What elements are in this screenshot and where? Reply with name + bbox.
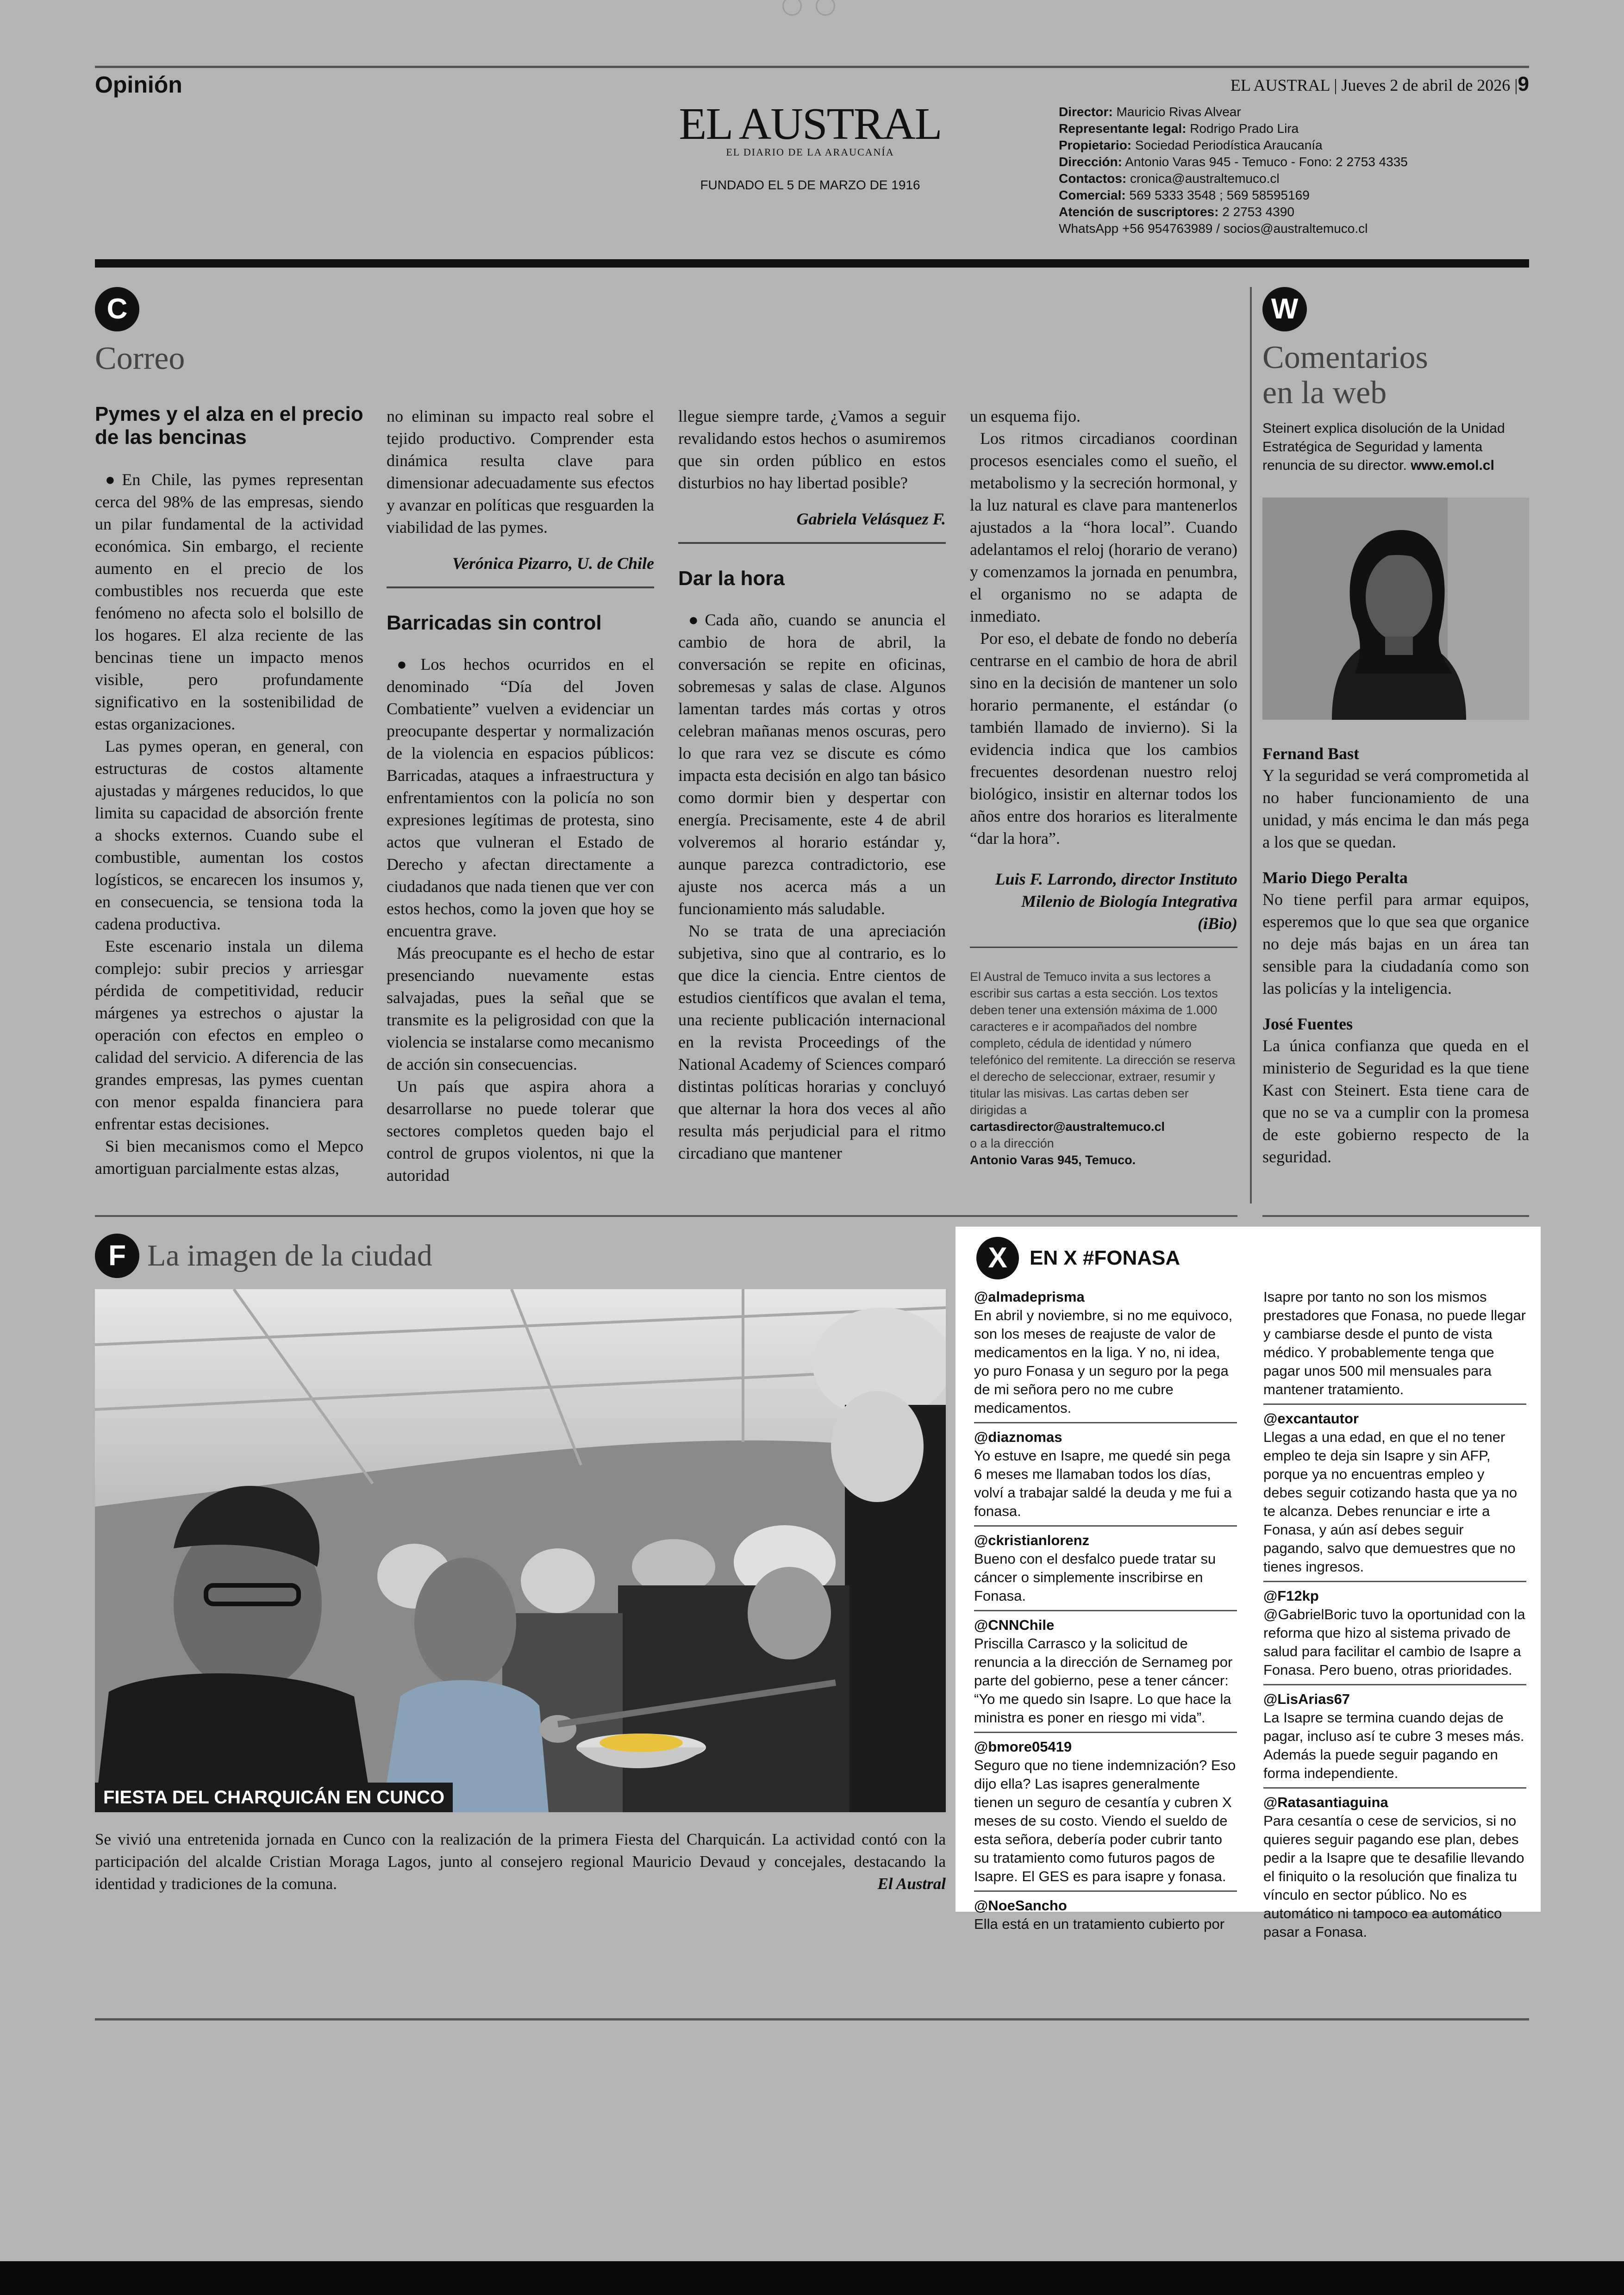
x-post [974,1614,1237,1733]
notice-address: Antonio Varas 945, Temuco. [970,1153,1136,1167]
web-comment [1262,743,1529,853]
letter-paragraph: Un país que aspira ahora a desarrollarse no puede tolerar que sectores completos queden bajo el control de grupos violentos, ni que la autoridad [387,1077,654,1185]
web-title: Comentarios en la web [1262,340,1428,411]
letter-paragraph: ●Los hechos ocurridos en el denominado “Día del Joven Combatiente” vuelven a evidenciar un preocupante despertar y normalización de la violencia en espacios públicos: Barricadas, ataques a infraestructura y enfrentamientos con la policía no son expresiones legítimas de protesta, sino actos que vulneran el Estado de Derecho y afectan directamente a ciudadanos que nada tienen que ver con estos hechos, como la joven que hoy se encuentra grave. [387,655,654,940]
letter-paragraph: llegue siempre tarde, ¿Vamos a seguir revalidando estos hechos o asumiremos que sin orden público en estos disturbios no hay libertad posible? [678,407,946,492]
page-number: 9 [1518,73,1529,95]
web-comments [1262,729,1529,1168]
staff-line: Dirección: Antonio Varas 945 - Temuco - Fono: 2 2753 4335 [1059,155,1408,169]
letter-body [970,405,1237,849]
photo-credit: El Austral [877,1875,946,1893]
notice-divider [970,947,1237,948]
x-text: @GabrielBoric tuvo la oportunidad con la reforma que hizo al sistema privado de salud para facilitar el cambio de Isapre a Fonasa. Pero bueno, otras prioridades. [1263,1606,1525,1678]
letter-paragraph: Las pymes operan, en general, con estructuras de costos altamente ajustadas y márgenes reducidos, lo que limita su capacidad de absorción frente a shocks externos. Cuando sube el combustible, aumentan los costos logísticos, se encarecen los insumos y, en consecuencia, se tensiona toda la cadena productiva. [95,737,363,933]
correo-col-4 [970,405,1237,1168]
x-col-1 [974,1286,1237,1941]
web-intro-site: www.emol.cl [1411,458,1494,473]
x-text: Yo estuve en Isapre, me quedé sin pega 6 meses me llamaban todos los días, volví a trabajar saldé la deuda y me fui a fonasa. [974,1447,1232,1519]
letters-notice: El Austral de Temuco invita a sus lectores a escribir sus cartas a esta sección. Los textos deben tener una extensión máxima de 1.000 caracteres e ir acompañados del nombre completo, cédula de identidad y número telefónico del remitente. La dirección se reserva el derecho de seleccionar, extraer, resumir y titular las misivas. Las cartas deben ser dirigidas a cartasdirector@australtemuco.cl o a la dirección Antonio Varas 945, Temuco. [970,968,1237,1168]
correo-title: Correo [95,341,185,376]
x-post [1263,1408,1526,1582]
x-text: Para cesantía o cese de servicios, si no quieres seguir pagando ese plan, debes pedir a la Isapre que te desafilie llevando el finiquito o la resolución que finaliza tu vínculo en sector público. No es automático ni tampoco ea automático pasar a Fonasa. [1263,1813,1524,1940]
x-handle: @bmore05419 [974,1739,1072,1755]
letter-title: Pymes y el alza en el precio de las bencinas [95,403,363,449]
letter-divider [678,542,946,544]
web-comment [1262,867,1529,999]
top-scroll-indicator [782,0,843,14]
letter-body [387,405,654,538]
x-post [1263,1286,1526,1405]
letter-paragraph: ●Cada año, cuando se anuncia el cambio de hora de abril, la conversación se repite en oficinas, sobremesas y salas de clase. Algunos lamentan tardes más cortas y otros celebran mañanas menos oscuras, pero lo que rara vez se discute es cómo impacta esta decisión en algo tan básico como dormir bien y despertar con energía. Precisamente, este 4 de abril volveremos al horario estándar y, aunque parezca contradictorio, ese ajuste nos acerca más a un funcionamiento más saludable. [678,611,946,918]
x-text: La Isapre se termina cuando dejas de pagar, incluso así te cubre 3 meses más. Además la puede seguir pagando en forma independiente. [1263,1709,1524,1781]
x-post [974,1895,1237,1938]
x-post [974,1426,1237,1527]
letter-paragraph: ●En Chile, las pymes representan cerca del 98% de las empresas, siendo un pilar fundamental de la actividad económica. Sin embargo, el reciente aumento en el precio de los combustibles nos recuerda que este fenómeno no afecta solo el bolsillo de los hogares. El alza reciente de las bencinas tiene un impacto menos visible, pero profundamente significativo en la sostenibilidad de estas organizaciones. [95,470,363,733]
correo-col-3 [678,405,946,1164]
staff-box [1059,104,1522,237]
city-photo [95,1289,946,1812]
correo-bottom-rule [95,1215,1237,1217]
x-handle: @diaznomas [974,1429,1062,1445]
letter-paragraph: no eliminan su impacto real sobre el tejido productivo. Comprender esta dinámica resulta clave para dimensionar adecuadamente sus efectos y avanzar en políticas que resguarden la viabilidad de las pymes. [387,407,654,536]
letter-divider [387,586,654,588]
letter-body [678,609,946,1164]
x-text: Seguro que no tiene indemnización? Eso dijo ella? Las isapres generalmente tienen un seguro de cesantía y cubren X meses de su costo. Viendo el sueldo de esta señora, debería poder cubrir tanto su tratamiento como futuros pagos de Isapre. El GES es para isapre y fonasa. [974,1757,1236,1884]
comment-text: Y la seguridad se verá comprometida al no haber funcionamiento de una unidad, y más encima le dan más pega a los que se quedan. [1262,766,1529,851]
web-comment [1262,1013,1529,1168]
masthead-block [643,99,977,194]
comment-author: Fernand Bast [1262,744,1360,763]
x-text: Ella está en un tratamiento cubierto por [974,1916,1225,1932]
notice-email: cartasdirector@australtemuco.cl [970,1120,1165,1134]
letter-signature: Gabriela Velásquez F. [796,510,946,528]
web-column-separator [1250,287,1252,1204]
correo-col-1 [95,403,363,1179]
web-badge: W [1262,287,1307,331]
x-title: EN X #FONASA [1030,1247,1181,1269]
header-bottom-rule [95,259,1529,268]
web-intro: Steinert explica disolución de la Unidad Estratégica de Seguridad y lamenta renuncia de su director. www.emol.cl [1262,421,1505,473]
x-text: En abril y noviembre, si no me equivoco, son los meses de reajuste de valor de medicamentos en la liga. Y no, ni idea, yo puro Fonasa y un seguro por la pega de mi señora pero no me cubre medicamentos. [974,1307,1233,1416]
masthead-subtitle: EL DIARIO DE LA ARAUCANÍA [726,146,894,158]
x-post [974,1286,1237,1423]
photo-label: FIESTA DEL CHARQUICÁN EN CUNCO [95,1783,453,1812]
letter-paragraph: Este escenario instala un dilema complejo: subir precios y arriesgar pérdida de competitividad, reducir márgenes ya estrechos o ajustar la operación con efectos en empleo o calidad del servicio. A diferencia de las grandes empresas, las pymes cuentan con menor espalda financiera para enfrentar estas decisiones. [95,937,363,1133]
comment-text: No tiene perfil para armar equipos, esperemos que lo que sea que organice no deje más bajas en un área tan sensible para la ciudadanía como son las policías y la inteligencia. [1262,890,1529,998]
letter-body [95,468,363,1179]
x-post [974,1736,1237,1892]
x-handle: @Ratasantiaguina [1263,1794,1388,1810]
staff-line: Propietario: Sociedad Periodística Araucanía [1059,138,1323,152]
letter-paragraph: Si bien mecanismos como el Mepco amortiguan parcialmente estas alzas, [95,1137,363,1178]
city-title: La imagen de la ciudad [147,1239,432,1272]
web-photo-portrait [1262,498,1529,720]
portrait-illustration [1262,498,1529,720]
x-post [1263,1585,1526,1685]
letter-signature: Luis F. Larrondo, director Instituto Milenio de Biología Integrativa (iBio) [995,870,1237,933]
x-col-2 [1263,1286,1526,1949]
city-caption: Se vivió una entretenida jornada en Cunco con la realización de la primera Fiesta del Charquicán. La actividad contó con la participación del alcalde Cristian Moraga Lagos, junto al consejero regional Mauricio Devaud y concejales, destacando la identidad y tradiciones de la comuna. El Austral [95,1828,946,1895]
date-line: EL AUSTRAL | Jueves 2 de abril de 2026 |9 [1230,73,1529,95]
page-bottom-rule [95,2018,1529,2021]
staff-line: Director: Mauricio Rivas Alvear [1059,105,1241,119]
x-text: Bueno con el desfalco puede tratar su cáncer o simplemente inscribirse en Fonasa. [974,1551,1216,1604]
letter-title: Dar la hora [678,567,785,590]
bottom-bar [0,2261,1624,2295]
x-post [974,1529,1237,1611]
letter-paragraph: Más preocupante es el hecho de estar presenciando nuevamente estas salvajadas, pues la señal que se transmite es la peligrosidad con que la violencia se instalarse como mecanismo de acción sin consecuencias. [387,944,654,1073]
letter-signature: Verónica Pizarro, U. de Chile [452,554,654,573]
staff-line: Atención de suscriptores: 2 2753 4390 [1059,205,1294,219]
header-top-rule [95,66,1529,68]
x-text: Isapre por tanto no son los mismos prestadores que Fonasa, no puede llegar y cambiarse desde el punto de vista médico. Y probablemente tenga que pagar unos 500 mil mensuales para mantener tratamiento. [1263,1289,1526,1397]
city-photo-illustration [95,1289,946,1812]
letter-title: Barricadas sin control [387,611,602,634]
x-handle: @NoeSancho [974,1897,1067,1914]
section-label: Opinión [95,72,182,98]
city-badge: F [95,1234,139,1278]
correo-col-2 [387,405,654,1186]
staff-line: Representante legal: Rodrigo Prado Lira [1059,121,1299,136]
letter-paragraph: Los ritmos circadianos coordinan procesos esenciales como el sueño, el metabolismo y la secreción hormonal, y la luz natural es clave para mantenerlos ajustados a la “hora local”. Cuando adelantamos el reloj (horario de verano) y comenzamos la jornada en penumbra, el organismo no se adapta de inmediato. [970,429,1237,625]
letter-paragraph: un esquema fijo. [970,407,1081,425]
x-handle: @LisArias67 [1263,1691,1350,1707]
x-handle: @excantautor [1263,1410,1359,1427]
letter-paragraph: Por eso, el debate de fondo no debería centrarse en el cambio de hora de abril sino en la decisión de mantener un solo horario permanente, el estándar (o también llamado de invierno). Si la evidencia indica que los cambios frecuentes desordenan nuestro reloj biológico, insistir en alternar todos los años entre dos horarios es literalmente “dar la hora”. [970,629,1237,848]
x-post [1263,1791,1526,1946]
x-section [956,1227,1541,1940]
comment-author: José Fuentes [1262,1015,1353,1033]
letter-body [387,653,654,1186]
comment-text: La única confianza que queda en el ministerio de Seguridad es la que tiene Kast con Steinert. Esta tiene cara de que no se va a cumplir con la promesa de este gobierno respecto de la seguridad. [1262,1036,1529,1166]
staff-line: Comercial: 569 5333 3548 ; 569 58595169 [1059,188,1310,202]
letter-body [678,405,946,494]
x-text: Llegas a una edad, en que el no tener empleo te deja sin Isapre y sin AFP, porque ya no encuentras empleo y debes seguir cotizando hasta que ya no te alcanza. Debes renunciar e irte a Fonasa, y aún así debes seguir pagando, salvo que demuestres que no tienes ingresos. [1263,1429,1518,1575]
x-handle: @F12kp [1263,1588,1319,1604]
staff-line: WhatsApp +56 954763989 / socios@australtemuco.cl [1059,221,1368,236]
correo-badge: C [95,287,139,331]
comment-author: Mario Diego Peralta [1262,868,1408,887]
x-text: Priscilla Carrasco y la solicitud de renuncia a la dirección de Sernameg por parte del gobierno, pese a tener cáncer: “Yo me quedo sin Isapre. Lo que hace la ministra es poner en riesgo mi vida”. [974,1635,1233,1726]
x-badge: X [976,1237,1019,1279]
web-bottom-rule [1262,1215,1529,1217]
founded-line: FUNDADO EL 5 DE MARZO DE 1916 [700,178,920,192]
x-handle: @almadeprisma [974,1289,1085,1305]
staff-line: Contactos: cronica@australtemuco.cl [1059,171,1280,186]
masthead-logo: EL AUSTRAL [679,99,942,149]
x-post [1263,1688,1526,1789]
x-handle: @ckristianlorenz [974,1532,1090,1548]
letter-paragraph: No se trata de una apreciación subjetiva, sino que al contrario, es lo que dice la ciencia. Entre cientos de estudios científicos que avalan el tema, una reciente publicación internacional en la revista Proceedings of the National Academy of Sciences comparó distintas políticas horarias y concluyó que alternar la hora dos veces al año resulta más perjudicial para el ritmo circadiano que mantener [678,922,946,1162]
x-handle: @CNNChile [974,1617,1055,1633]
